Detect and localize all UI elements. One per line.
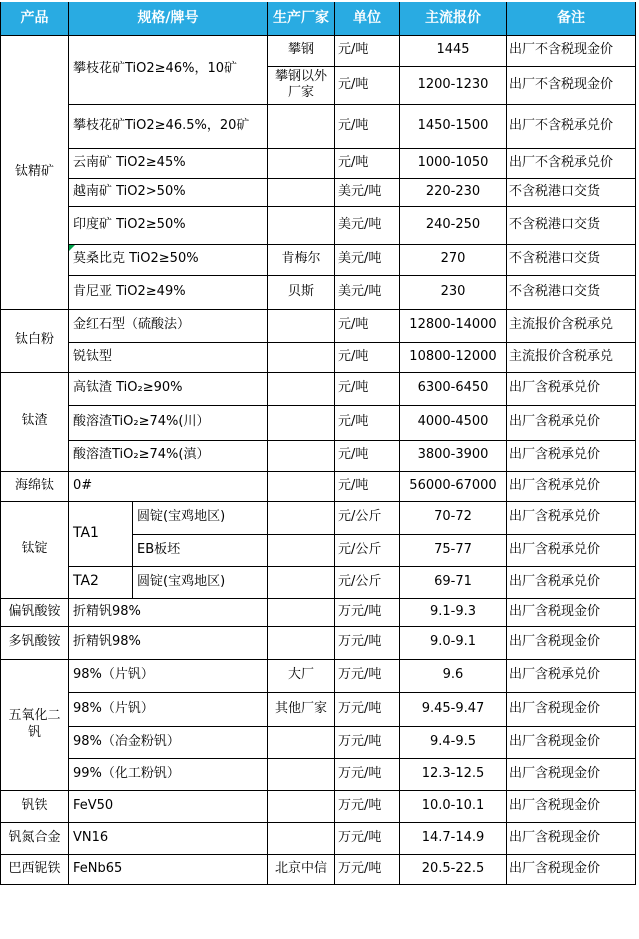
maker-cell	[268, 758, 335, 790]
maker-cell: 肯梅尔	[268, 244, 335, 275]
unit-cell: 万元/吨	[335, 692, 400, 726]
unit-cell: 元/吨	[335, 372, 400, 405]
price-cell: 69-71	[400, 566, 507, 598]
note-cell: 出厂不含税现金价	[507, 35, 636, 66]
maker-cell	[268, 626, 335, 659]
price-cell: 240-250	[400, 206, 507, 244]
col-header-note: 备注	[507, 2, 636, 35]
maker-cell	[268, 566, 335, 598]
price-cell: 3800-3900	[400, 440, 507, 471]
spec-type-cell: EB板坯	[133, 534, 268, 566]
table-row	[1, 35, 636, 66]
note-cell: 出厂含税承兑价	[507, 405, 636, 440]
maker-cell	[268, 534, 335, 566]
unit-cell: 万元/吨	[335, 598, 400, 626]
unit-cell: 美元/吨	[335, 244, 400, 275]
spec-cell: 云南矿 TiO2≥45%	[69, 148, 268, 178]
table-row	[1, 405, 636, 440]
spec-cell: 锐钛型	[69, 342, 268, 372]
unit-cell: 万元/吨	[335, 726, 400, 758]
unit-cell: 元/吨	[335, 66, 400, 104]
unit-cell: 美元/吨	[335, 178, 400, 206]
unit-cell: 元/公斤	[335, 566, 400, 598]
note-cell: 出厂含税现金价	[507, 822, 636, 854]
table-row	[1, 309, 636, 342]
unit-cell: 元/吨	[335, 35, 400, 66]
note-cell: 主流报价含税承兑	[507, 309, 636, 342]
unit-cell: 元/吨	[335, 104, 400, 148]
note-cell: 不含税港口交货	[507, 275, 636, 309]
table-row	[1, 244, 636, 275]
table-row	[1, 275, 636, 309]
maker-cell	[268, 178, 335, 206]
maker-cell	[268, 790, 335, 822]
table-row	[1, 726, 636, 758]
maker-cell: 大厂	[268, 659, 335, 692]
price-cell: 9.0-9.1	[400, 626, 507, 659]
spec-text: 莫桑比克 TiO2≥50%	[73, 251, 199, 267]
price-cell: 1445	[400, 35, 507, 66]
spec-cell: 折精钒98%	[69, 598, 268, 626]
col-header-price: 主流报价	[400, 2, 507, 35]
col-header-unit: 单位	[335, 2, 400, 35]
note-cell: 出厂含税承兑价	[507, 501, 636, 534]
note-cell: 出厂含税承兑价	[507, 534, 636, 566]
spec-cell: 98%（冶金粉钒）	[69, 726, 268, 758]
maker-cell: 攀钢以外厂家	[268, 66, 335, 104]
price-cell: 12.3-12.5	[400, 758, 507, 790]
spec-cell	[69, 244, 268, 275]
price-table	[0, 2, 636, 885]
table-row	[1, 692, 636, 726]
table-row	[1, 854, 636, 884]
table-row	[1, 598, 636, 626]
table-row	[1, 148, 636, 178]
maker-cell	[268, 206, 335, 244]
spec-grade-cell: TA2	[69, 566, 133, 598]
maker-cell	[268, 501, 335, 534]
price-cell: 220-230	[400, 178, 507, 206]
unit-cell: 元/吨	[335, 148, 400, 178]
maker-cell: 攀钢	[268, 35, 335, 66]
col-header-maker: 生产厂家	[268, 2, 335, 35]
price-cell: 20.5-22.5	[400, 854, 507, 884]
note-cell: 出厂含税现金价	[507, 598, 636, 626]
product-cell: 海绵钛	[1, 471, 69, 501]
note-cell: 出厂含税承兑价	[507, 440, 636, 471]
spec-cell: 高钛渣 TiO₂≥90%	[69, 372, 268, 405]
unit-cell: 元/公斤	[335, 534, 400, 566]
price-cell: 6300-6450	[400, 372, 507, 405]
product-cell: 钛白粉	[1, 309, 69, 372]
price-cell: 4000-4500	[400, 405, 507, 440]
unit-cell: 元/吨	[335, 471, 400, 501]
note-cell: 出厂含税承兑价	[507, 566, 636, 598]
note-cell: 出厂含税现金价	[507, 854, 636, 884]
price-cell: 75-77	[400, 534, 507, 566]
product-cell: 钛精矿	[1, 35, 69, 309]
note-cell: 出厂含税现金价	[507, 726, 636, 758]
table-row	[1, 206, 636, 244]
table-row	[1, 342, 636, 372]
price-cell: 1000-1050	[400, 148, 507, 178]
price-cell: 9.4-9.5	[400, 726, 507, 758]
maker-cell: 贝斯	[268, 275, 335, 309]
spec-type-cell: 圆锭(宝鸡地区)	[133, 501, 268, 534]
col-header-spec: 规格/牌号	[69, 2, 268, 35]
note-cell: 不含税港口交货	[507, 244, 636, 275]
spec-cell: 折精钒98%	[69, 626, 268, 659]
spec-cell: 印度矿 TiO2≥50%	[69, 206, 268, 244]
table-row	[1, 626, 636, 659]
product-cell: 钒铁	[1, 790, 69, 822]
unit-cell: 元/吨	[335, 342, 400, 372]
price-cell: 1200-1230	[400, 66, 507, 104]
spec-cell: 0#	[69, 471, 268, 501]
product-cell: 五氧化二钒	[1, 659, 69, 790]
maker-cell	[268, 822, 335, 854]
note-cell: 出厂含税现金价	[507, 758, 636, 790]
spec-cell: 金红石型（硫酸法）	[69, 309, 268, 342]
price-cell: 9.45-9.47	[400, 692, 507, 726]
unit-cell: 美元/吨	[335, 275, 400, 309]
price-cell: 1450-1500	[400, 104, 507, 148]
table-header	[1, 2, 636, 35]
maker-cell	[268, 148, 335, 178]
maker-cell: 北京中信	[268, 854, 335, 884]
unit-cell: 元/吨	[335, 405, 400, 440]
table-row	[1, 372, 636, 405]
spec-grade-cell: TA1	[69, 501, 133, 566]
table-row	[1, 822, 636, 854]
maker-cell	[268, 405, 335, 440]
price-cell: 270	[400, 244, 507, 275]
price-cell: 230	[400, 275, 507, 309]
note-cell: 出厂不含税承兑价	[507, 148, 636, 178]
note-cell: 出厂不含税现金价	[507, 66, 636, 104]
price-cell: 10800-12000	[400, 342, 507, 372]
spec-cell: 酸溶渣TiO₂≥74%(滇）	[69, 440, 268, 471]
note-cell: 出厂含税承兑价	[507, 372, 636, 405]
unit-cell: 元/吨	[335, 309, 400, 342]
spec-cell: 98%（片钒）	[69, 659, 268, 692]
price-cell: 9.1-9.3	[400, 598, 507, 626]
spec-cell: 肯尼亚 TiO2≥49%	[69, 275, 268, 309]
note-cell: 出厂含税现金价	[507, 626, 636, 659]
note-cell: 出厂含税承兑价	[507, 471, 636, 501]
spec-cell: 越南矿 TiO2>50%	[69, 178, 268, 206]
unit-cell: 万元/吨	[335, 758, 400, 790]
spec-cell: 98%（片钒）	[69, 692, 268, 726]
spec-cell: 酸溶渣TiO₂≥74%(川）	[69, 405, 268, 440]
maker-cell	[268, 598, 335, 626]
unit-cell: 元/公斤	[335, 501, 400, 534]
table-row	[1, 659, 636, 692]
table-row	[1, 440, 636, 471]
price-cell: 70-72	[400, 501, 507, 534]
note-cell: 出厂含税现金价	[507, 790, 636, 822]
table-row	[1, 501, 636, 534]
table-row	[1, 758, 636, 790]
unit-cell: 万元/吨	[335, 659, 400, 692]
note-cell: 出厂含税现金价	[507, 692, 636, 726]
product-cell: 钛锭	[1, 501, 69, 598]
spec-type-cell: 圆锭(宝鸡地区)	[133, 566, 268, 598]
unit-cell: 万元/吨	[335, 626, 400, 659]
spec-cell: VN16	[69, 822, 268, 854]
table-row	[1, 790, 636, 822]
table-row	[1, 471, 636, 501]
spec-cell: FeNb65	[69, 854, 268, 884]
note-cell: 出厂不含税承兑价	[507, 104, 636, 148]
note-cell: 出厂含税承兑价	[507, 659, 636, 692]
comment-marker-icon	[69, 245, 75, 251]
price-sheet	[0, 2, 636, 885]
maker-cell	[268, 104, 335, 148]
maker-cell	[268, 342, 335, 372]
unit-cell: 万元/吨	[335, 790, 400, 822]
product-cell: 钛渣	[1, 372, 69, 471]
price-cell: 56000-67000	[400, 471, 507, 501]
unit-cell: 万元/吨	[335, 854, 400, 884]
table-row	[1, 178, 636, 206]
spec-cell: 攀枝花矿TiO2≥46.5%，20矿	[69, 104, 268, 148]
maker-cell	[268, 372, 335, 405]
spec-cell: 攀枝花矿TiO2≥46%，10矿	[69, 35, 268, 104]
product-cell: 多钒酸铵	[1, 626, 69, 659]
price-cell: 12800-14000	[400, 309, 507, 342]
spec-cell: 99%（化工粉钒）	[69, 758, 268, 790]
table-row	[1, 566, 636, 598]
maker-cell	[268, 471, 335, 501]
table-row	[1, 104, 636, 148]
note-cell: 不含税港口交货	[507, 178, 636, 206]
product-cell: 钒氮合金	[1, 822, 69, 854]
price-cell: 9.6	[400, 659, 507, 692]
price-cell: 10.0-10.1	[400, 790, 507, 822]
unit-cell: 美元/吨	[335, 206, 400, 244]
maker-cell	[268, 309, 335, 342]
product-cell: 巴西铌铁	[1, 854, 69, 884]
maker-cell	[268, 440, 335, 471]
header-row	[1, 2, 636, 35]
price-cell: 14.7-14.9	[400, 822, 507, 854]
unit-cell: 万元/吨	[335, 822, 400, 854]
product-cell: 偏钒酸铵	[1, 598, 69, 626]
maker-cell: 其他厂家	[268, 692, 335, 726]
maker-cell	[268, 726, 335, 758]
spec-cell: FeV50	[69, 790, 268, 822]
note-cell: 不含税港口交货	[507, 206, 636, 244]
unit-cell: 元/吨	[335, 440, 400, 471]
col-header-product: 产品	[1, 2, 69, 35]
note-cell: 主流报价含税承兑	[507, 342, 636, 372]
